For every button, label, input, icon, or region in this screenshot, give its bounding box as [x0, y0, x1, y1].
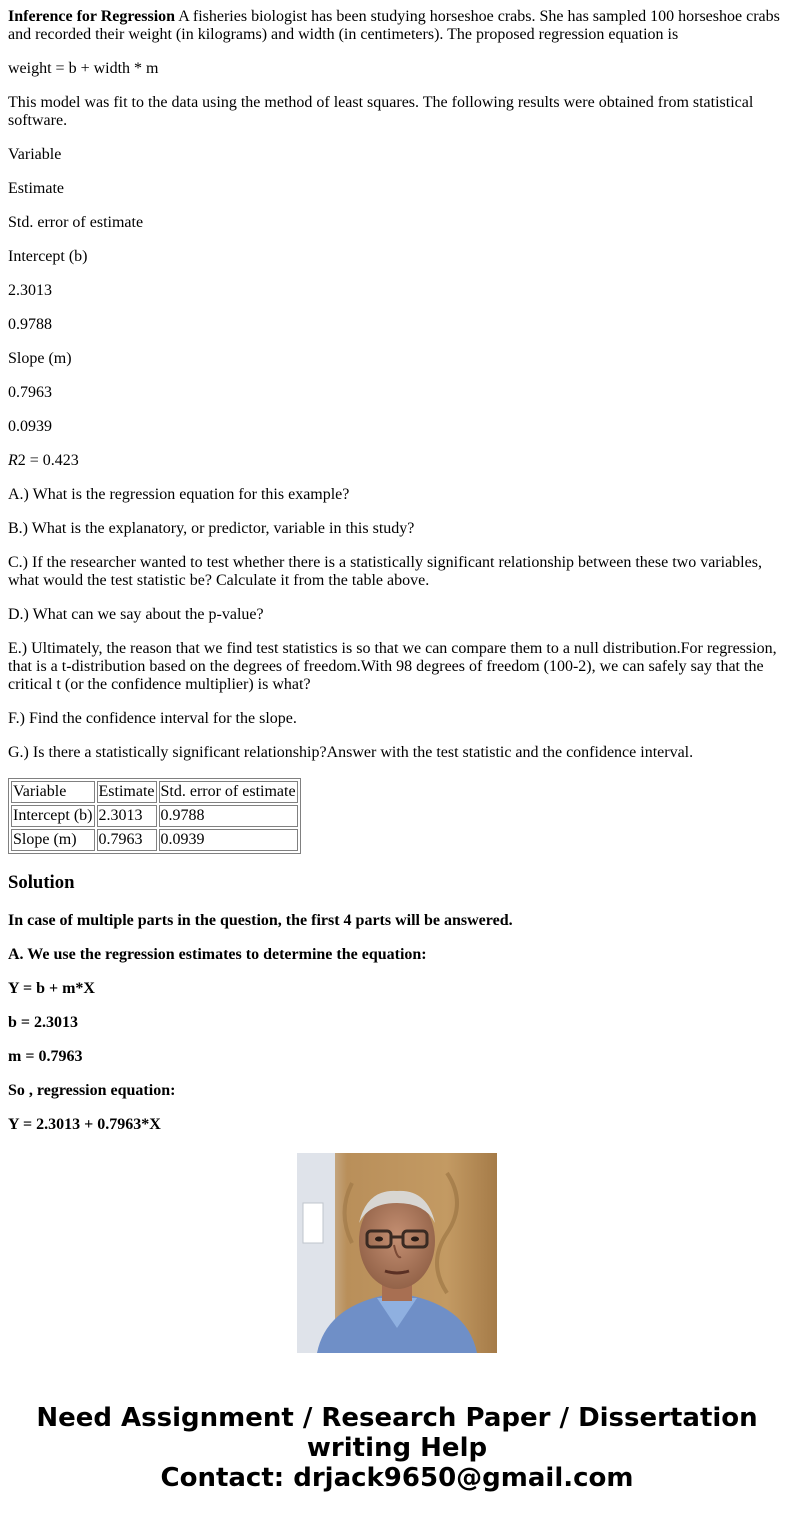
solution-note: In case of multiple parts in the question, the first 4 parts will be answered. — [8, 912, 513, 929]
footer-contact: Contact: drjack9650@gmail.com — [160, 1463, 634, 1493]
r-squared-value: 2 = 0.423 — [17, 452, 79, 469]
part-b: B.) What is the explanatory, or predictor, variable in this study? — [8, 520, 415, 537]
cell-variable: Variable — [8, 146, 62, 163]
table-row — [11, 805, 298, 827]
table-row — [11, 829, 298, 851]
cell-intercept: Intercept (b) — [8, 248, 88, 265]
cell-estimate: Estimate — [8, 180, 64, 197]
solution-slope: m = 0.7963 — [8, 1048, 83, 1065]
cell-slope-estimate: 0.7963 — [8, 384, 52, 401]
cell-std-error: Std. error of estimate — [8, 214, 144, 231]
table-header-cell: Std. error of estimate — [159, 781, 298, 803]
part-a: A.) What is the regression equation for this example? — [8, 486, 350, 503]
question-intro — [8, 8, 786, 44]
solution-part-a: A. We use the regression estimates to determine the equation: — [8, 946, 427, 963]
footer-line-2: writing Help — [306, 1433, 488, 1463]
table-cell: 2.3013 — [97, 805, 157, 827]
fit-description: This model was fit to the data using the method of least squares. The following results were obtained from statistical software. — [8, 94, 754, 129]
solution-final-equation: Y = 2.3013 + 0.7963*X — [8, 1116, 161, 1133]
regression-equation: weight = b + width * m — [8, 60, 159, 77]
avatar-portrait — [297, 1153, 497, 1353]
question-content — [8, 0, 786, 1133]
question-intro-text: A fisheries biologist has been studying horseshoe crabs. She has sampled 100 horseshoe crabs and recorded their weight (in kilograms) and width (in centimeters). The proposed regression equation is — [8, 8, 780, 43]
r-squared — [8, 452, 786, 470]
part-e: E.) Ultimately, the reason that we find test statistics is so that we can compare them to a null distribution.For regression, that is a t-distribution based on the degrees of freedom.With 98 degrees of freedom (100-2), we can safely say that the critical t (or the confidence multiplier) is what? — [8, 640, 777, 693]
table-header-cell: Estimate — [97, 781, 157, 803]
question-title: Inference for Regression — [8, 8, 176, 25]
avatar — [297, 1153, 497, 1353]
footer-banner — [0, 1403, 794, 1493]
table-cell: 0.7963 — [97, 829, 157, 851]
part-g: G.) Is there a statistically significant relationship?Answer with the test statistic and the confidence interval. — [8, 744, 694, 761]
solution-general-equation: Y = b + m*X — [8, 980, 95, 997]
table-header-cell: Variable — [11, 781, 95, 803]
table-header-row — [11, 781, 298, 803]
table-cell: 0.0939 — [159, 829, 298, 851]
part-f: F.) Find the confidence interval for the slope. — [8, 710, 297, 727]
footer-line-1: Need Assignment / Research Paper / Dissertation — [36, 1403, 758, 1433]
cell-intercept-estimate: 2.3013 — [8, 282, 52, 299]
table-cell: Intercept (b) — [11, 805, 95, 827]
cell-intercept-error: 0.9788 — [8, 316, 52, 333]
estimates-table — [8, 778, 301, 854]
solution-intercept: b = 2.3013 — [8, 1014, 79, 1031]
cell-slope-error: 0.0939 — [8, 418, 52, 435]
solution-heading: Solution — [8, 872, 75, 893]
table-cell: 0.9788 — [159, 805, 298, 827]
table-cell: Slope (m) — [11, 829, 95, 851]
part-c: C.) If the researcher wanted to test whether there is a statistically significant relationship between these two variables, what would the test statistic be? Calculate it from the table above. — [8, 554, 762, 589]
cell-slope: Slope (m) — [8, 350, 72, 367]
r-squared-symbol: R — [8, 452, 18, 469]
solution-equation-label: So , regression equation: — [8, 1082, 176, 1099]
part-d: D.) What can we say about the p-value? — [8, 606, 264, 623]
